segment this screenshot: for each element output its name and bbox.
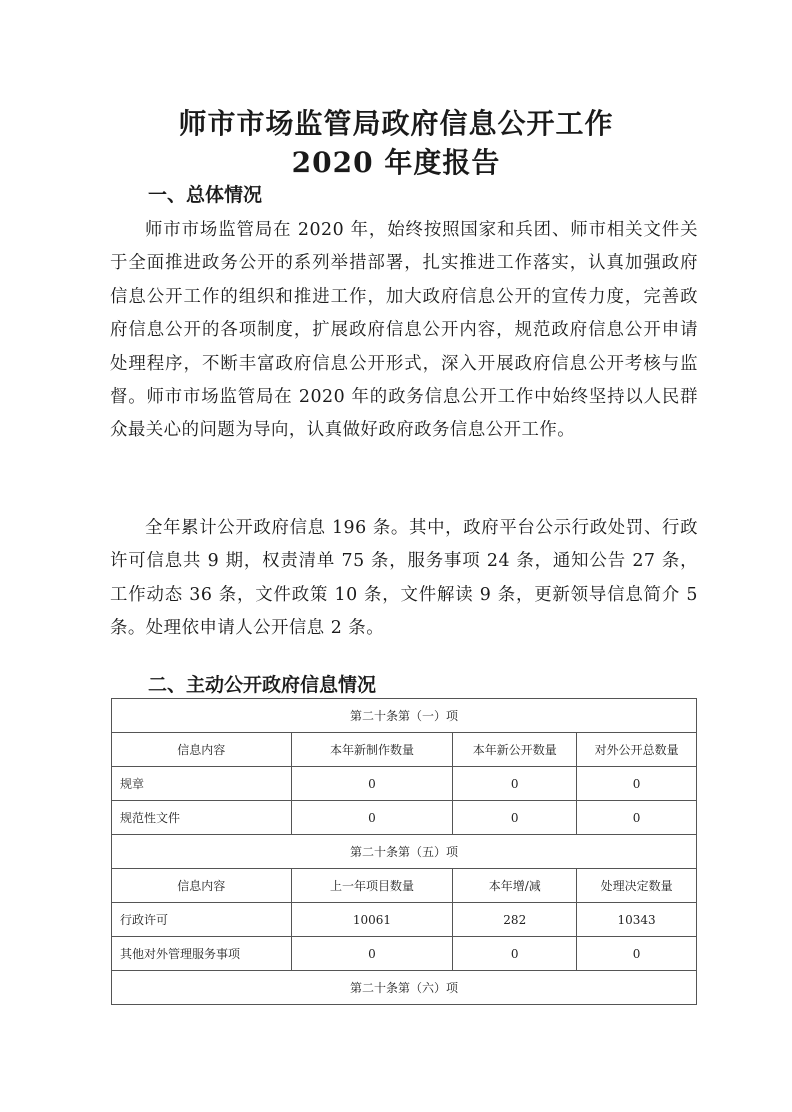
table-section-title-row xyxy=(112,971,697,1005)
section-title: 第二十条第（一）项 xyxy=(112,699,697,733)
table-row xyxy=(112,937,697,971)
row-label: 其他对外管理服务事项 xyxy=(112,937,292,971)
table-cell: 0 xyxy=(577,937,697,971)
column-header: 本年增/减 xyxy=(453,869,577,903)
table-cell: 0 xyxy=(291,801,453,835)
paragraph-statistics: 全年累计公开政府信息 196 条。其中，政府平台公示行政处罚、行政许可信息共 9 期，权责清单 75 条，服务事项 24 条，通知公告 27 条，工作动态 36 条，文件政策 10 条，文件解读 9 条，更新领导信息简介 5 条。处理依申请人公开信息 2 条。 xyxy=(110,518,698,639)
column-header: 信息内容 xyxy=(112,869,292,903)
column-header: 对外公开总数量 xyxy=(577,733,697,767)
row-label: 行政许可 xyxy=(112,903,292,937)
column-header: 信息内容 xyxy=(112,733,292,767)
table-cell: 10343 xyxy=(577,903,697,937)
table-row xyxy=(112,801,697,835)
report-title-line2: 2020 年度报告 xyxy=(291,146,501,179)
table-section-title-row xyxy=(112,835,697,869)
column-header: 本年新制作数量 xyxy=(291,733,453,767)
table-cell: 0 xyxy=(453,937,577,971)
column-header: 本年新公开数量 xyxy=(453,733,577,767)
column-header: 上一年项目数量 xyxy=(291,869,453,903)
table-cell: 0 xyxy=(453,767,577,801)
table-row xyxy=(112,903,697,937)
table-cell: 0 xyxy=(291,937,453,971)
table-cell: 0 xyxy=(453,801,577,835)
table-section-title-row xyxy=(112,699,697,733)
column-header: 处理决定数量 xyxy=(577,869,697,903)
section-title: 第二十条第（六）项 xyxy=(112,971,697,1005)
paragraph-overview: 师市市场监管局在 2020 年，始终按照国家和兵团、师市相关文件关于全面推进政务公开的系列举措部署，扎实推进工作落实，认真加强政府信息公开工作的组织和推进工作，加大政府信息公开的宣传力度，完善政府信息公开的各项制度，扩展政府信息公开内容，规范政府信息公开申请处理程序，不断丰富政府信息公开形式，深入开展政府信息公开考核与监督。师市市场监管局在 2020 年的政务信息公开工作中始终坚持以人民群众最关心的问题为导向，认真做好政府政务信息公开工作。 xyxy=(110,220,698,441)
table-cell: 282 xyxy=(453,903,577,937)
table-cell: 10061 xyxy=(291,903,453,937)
section2-heading: 二、主动公开政府信息情况 xyxy=(148,674,377,696)
table-header-row xyxy=(112,869,697,903)
table-cell: 0 xyxy=(577,801,697,835)
table-row xyxy=(112,767,697,801)
row-label: 规范性文件 xyxy=(112,801,292,835)
section-title: 第二十条第（五）项 xyxy=(112,835,697,869)
section1-heading: 一、总体情况 xyxy=(148,184,263,206)
table-cell: 0 xyxy=(291,767,453,801)
disclosure-table xyxy=(111,698,697,1005)
table-cell: 0 xyxy=(577,767,697,801)
table-header-row xyxy=(112,733,697,767)
row-label: 规章 xyxy=(112,767,292,801)
report-title-line1: 师市市场监管局政府信息公开工作 xyxy=(178,107,614,140)
